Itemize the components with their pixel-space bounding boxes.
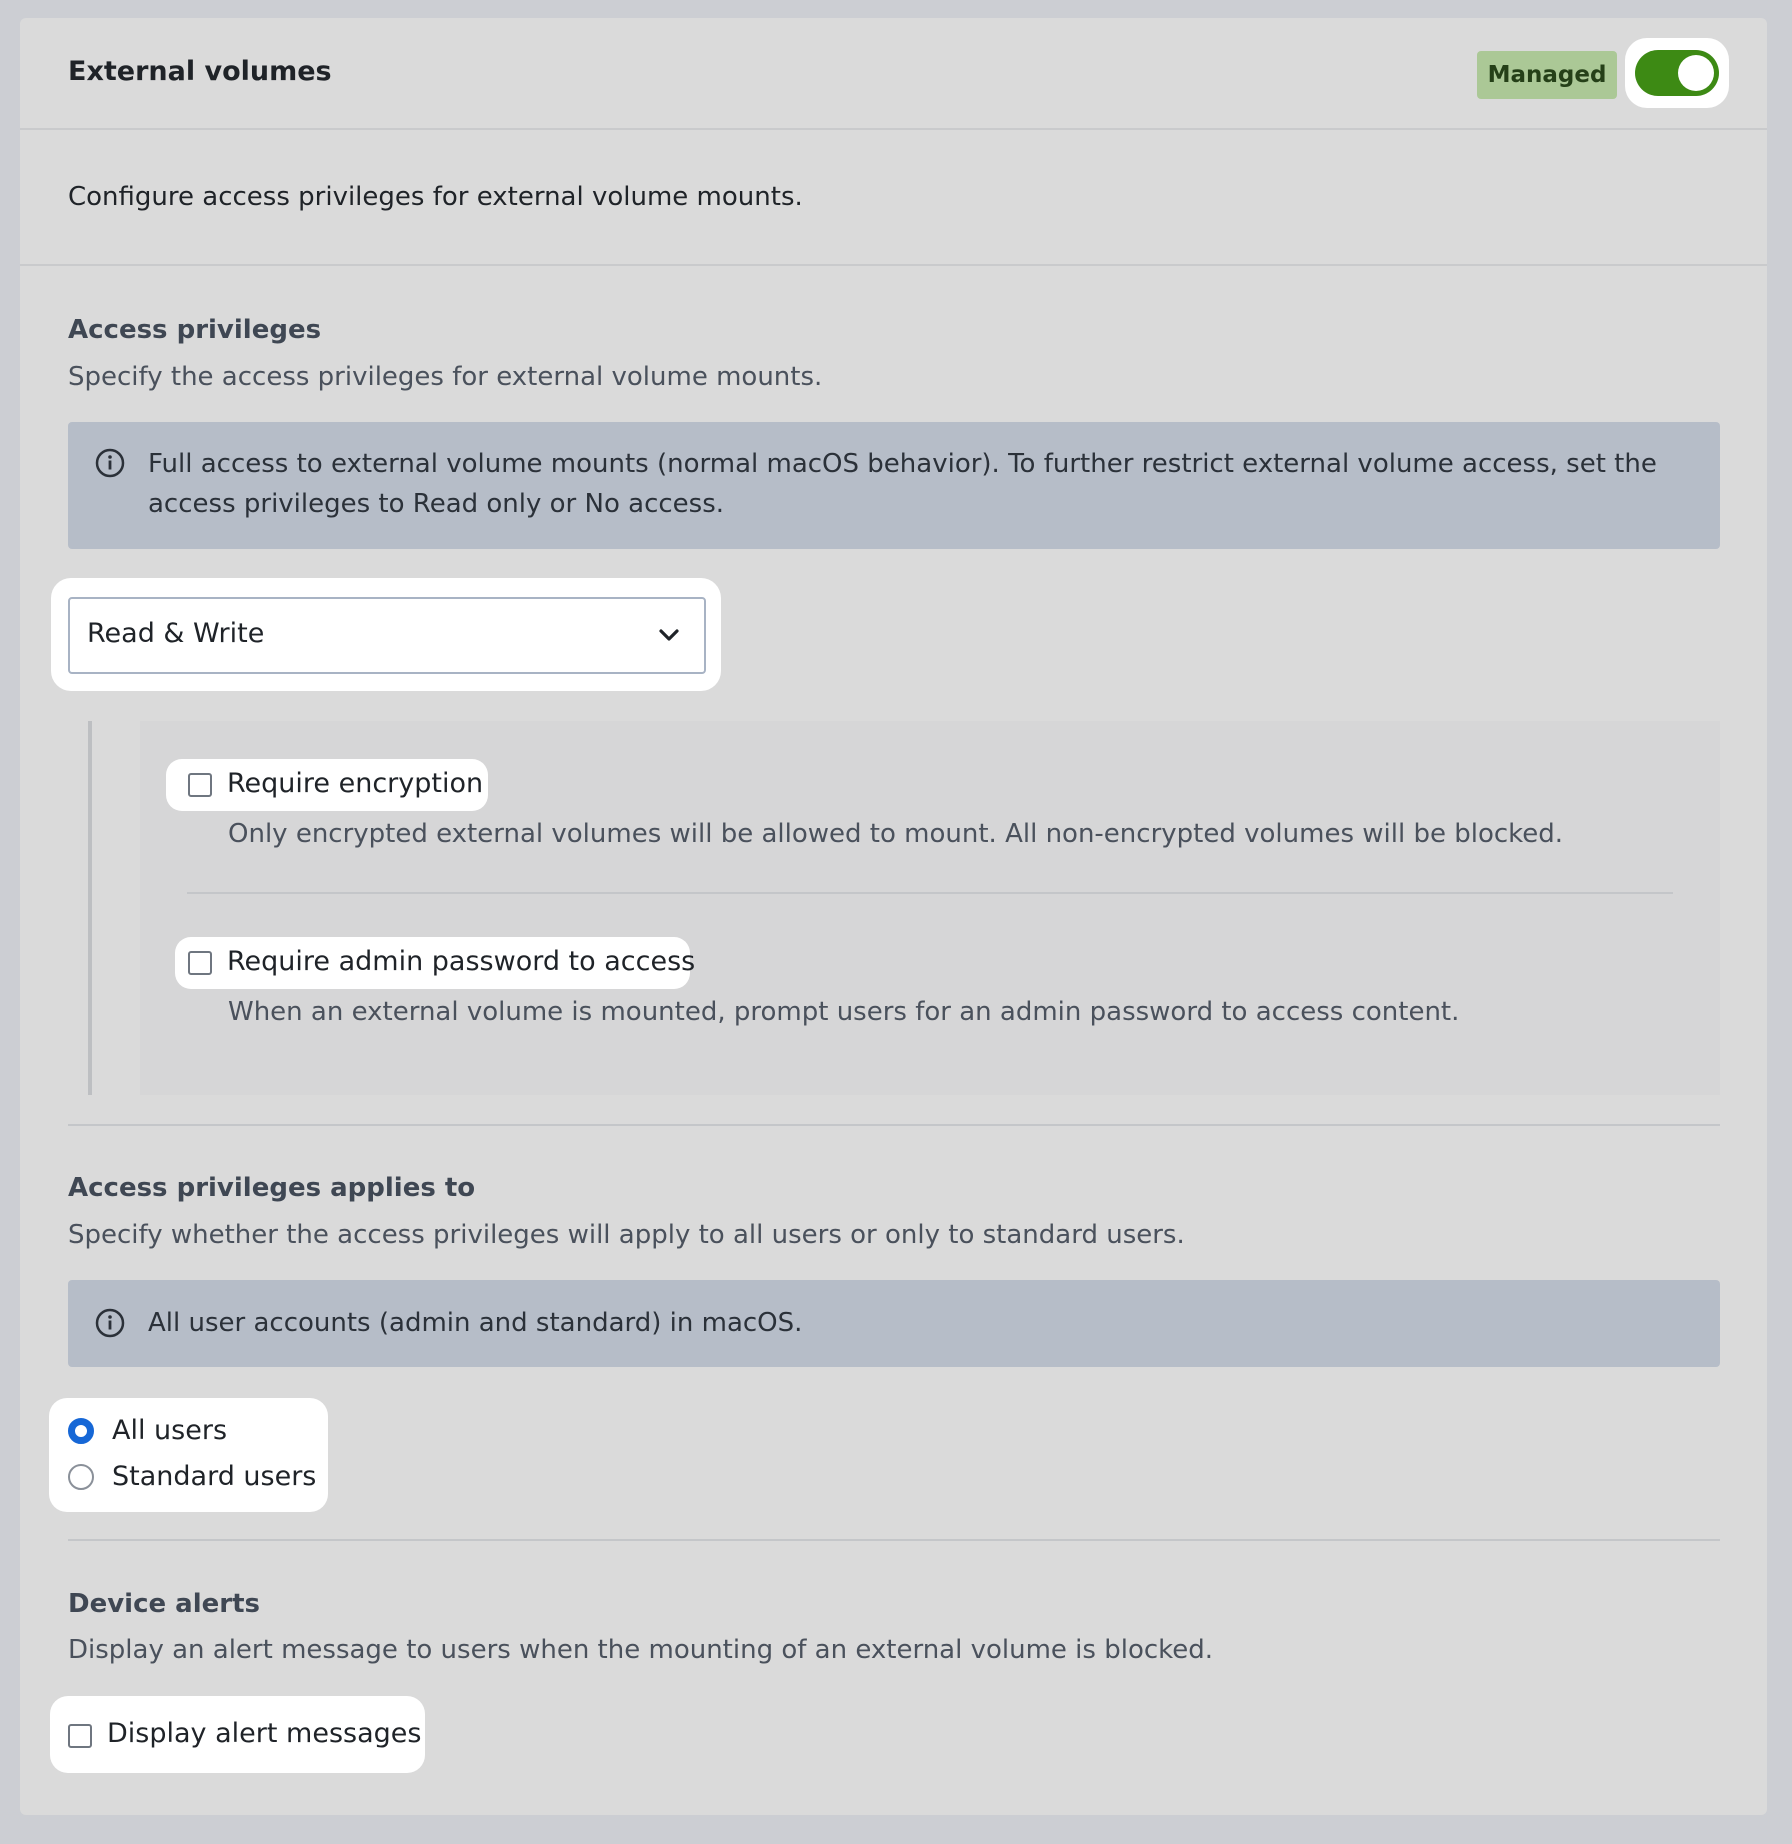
all-users-radio[interactable]: [68, 1418, 94, 1444]
display-alert-messages-checkbox[interactable]: [68, 1724, 92, 1748]
standard-users-radio[interactable]: [68, 1464, 94, 1490]
access-privileges-info-text: Full access to external volume mounts (normal macOS behavior). To further restrict external volume access, set the access privileges to Read only or No access.: [148, 449, 1657, 519]
options-divider: [187, 892, 1673, 894]
require-admin-password-option[interactable]: [175, 937, 696, 989]
external-volumes-card: [20, 18, 1767, 1815]
managed-toggle-highlight: [1625, 38, 1729, 108]
card-description-row: [20, 130, 1767, 266]
access-privileges-info-box: [68, 422, 1720, 549]
applies-to-title: Access privileges applies to: [68, 1173, 476, 1203]
device-alerts-title: Device alerts: [68, 1589, 260, 1619]
applies-to-description: Specify whether the access privileges will apply to all users or only to standard users.: [68, 1220, 1185, 1250]
all-users-label[interactable]: All users: [112, 1415, 228, 1446]
access-privileges-select-highlight: [51, 578, 721, 691]
access-privileges-select[interactable]: [68, 597, 706, 674]
applies-to-radio-group: [49, 1398, 328, 1512]
section-divider: [68, 1124, 1720, 1126]
require-encryption-label: Require encryption: [227, 768, 484, 799]
select-value: Read & Write: [87, 618, 265, 649]
chevron-down-icon: [658, 627, 680, 643]
managed-toggle[interactable]: [1635, 50, 1719, 96]
access-privileges-title: Access privileges: [68, 315, 322, 345]
card-header: [20, 18, 1767, 130]
require-admin-password-label: Require admin password to access: [227, 946, 696, 977]
standard-users-label[interactable]: Standard users: [112, 1461, 317, 1492]
managed-badge: Managed: [1477, 51, 1617, 99]
applies-to-info-text: All user accounts (admin and standard) in macOS.: [148, 1308, 803, 1338]
require-encryption-help: Only encrypted external volumes will be allowed to mount. All non-encrypted volumes will be blocked.: [228, 819, 1564, 849]
section-divider: [68, 1539, 1720, 1541]
card-title: External volumes: [68, 56, 332, 87]
display-alert-messages-label: Display alert messages: [107, 1718, 422, 1749]
display-alert-messages-option[interactable]: [50, 1696, 425, 1773]
device-alerts-description: Display an alert message to users when the mounting of an external volume is blocked.: [68, 1635, 1214, 1665]
require-admin-password-checkbox[interactable]: [188, 951, 212, 975]
panel-inner: [140, 721, 1720, 1095]
info-circle-icon: [95, 448, 125, 478]
applies-to-info-box: [68, 1280, 1720, 1367]
info-circle-icon: [95, 1308, 125, 1338]
access-privileges-description: Specify the access privileges for external volume mounts.: [68, 362, 823, 392]
require-admin-password-help: When an external volume is mounted, prompt users for an admin password to access content.: [228, 997, 1460, 1027]
require-encryption-option[interactable]: [166, 759, 488, 811]
require-encryption-checkbox[interactable]: [188, 773, 212, 797]
toggle-knob: [1678, 55, 1714, 91]
card-description: Configure access privileges for external volume mounts.: [68, 182, 803, 212]
panel-indent-bar: [88, 721, 92, 1095]
access-options-panel: [88, 721, 1720, 1095]
